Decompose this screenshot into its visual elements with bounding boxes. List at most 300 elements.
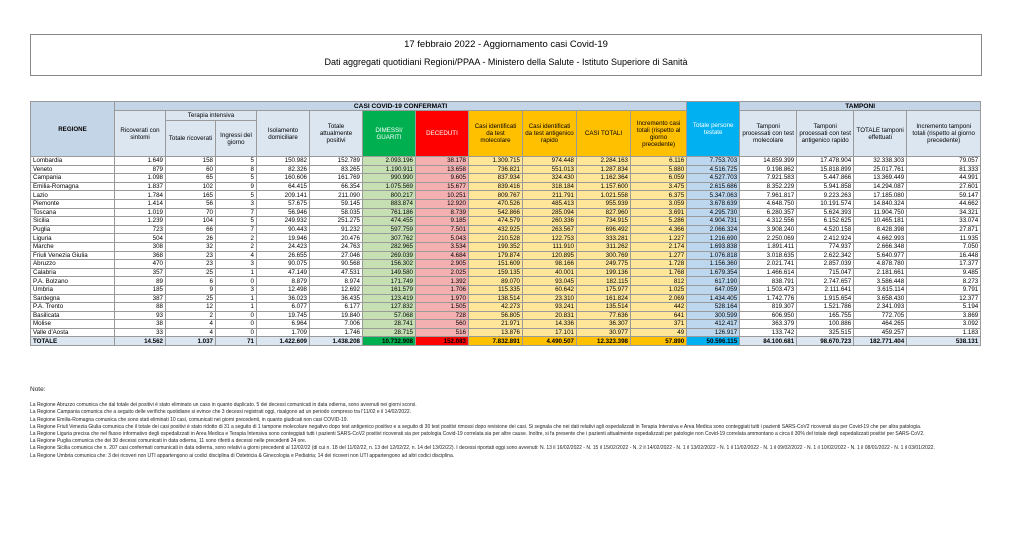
- value-cell: 1.156.360: [687, 260, 740, 269]
- value-cell: 14.562: [115, 337, 166, 346]
- value-cell: 21.971: [469, 320, 523, 329]
- value-cell: 464.265: [854, 320, 907, 329]
- value-cell: 57.675: [257, 199, 310, 208]
- value-cell: 504: [115, 234, 166, 243]
- value-cell: 800.217: [363, 191, 416, 200]
- value-cell: 3.678.639: [687, 199, 740, 208]
- value-cell: 2.066.324: [687, 225, 740, 234]
- value-cell: 179.874: [469, 251, 523, 260]
- value-cell: 98.166: [523, 260, 577, 269]
- note-line: La Regione Umbria comunica che: 3 dei ricoveri non UTI appartengono ai codici disciplina di Ostetricia & Ginecologia e Pediatria; 14 dei ricoveri non UTI appartengono ad altri codici disciplina.: [30, 452, 455, 459]
- value-cell: 8.739: [416, 208, 469, 217]
- group-tamponi: TAMPONI: [740, 102, 981, 111]
- table-body: [31, 157, 981, 346]
- region-name-cell: P.A. Trento: [31, 303, 115, 312]
- value-cell: 7.006: [310, 320, 363, 329]
- value-cell: 160.606: [257, 174, 310, 183]
- value-cell: 1.891.411: [740, 242, 797, 251]
- value-cell: 2.181.661: [854, 268, 907, 277]
- value-cell: 1.434.405: [687, 294, 740, 303]
- value-cell: 1.025: [631, 285, 687, 294]
- value-cell: 9.223.263: [797, 191, 854, 200]
- region-name-cell: Calabria: [31, 268, 115, 277]
- value-cell: 249.932: [257, 217, 310, 226]
- value-cell: 3.092: [907, 320, 981, 329]
- value-cell: 9: [216, 182, 257, 191]
- value-cell: 59.145: [310, 199, 363, 208]
- value-cell: 150.982: [257, 157, 310, 166]
- value-cell: 10.251: [416, 191, 469, 200]
- value-cell: 15.677: [416, 182, 469, 191]
- value-cell: 20.831: [523, 311, 577, 320]
- value-cell: 25.017.761: [854, 165, 907, 174]
- value-cell: 432.925: [469, 225, 523, 234]
- value-cell: 14.336: [523, 320, 577, 329]
- region-name-cell: Friuli Venezia Giulia: [31, 251, 115, 260]
- value-cell: 974.448: [523, 157, 577, 166]
- value-cell: 182.771.404: [854, 337, 907, 346]
- value-cell: 4.878.780: [854, 260, 907, 269]
- value-cell: 156.302: [363, 260, 416, 269]
- region-name-cell: Basilicata: [31, 311, 115, 320]
- value-cell: 6: [166, 277, 216, 286]
- value-cell: 3.059: [631, 199, 687, 208]
- table-row: [31, 165, 981, 174]
- value-cell: 3.908.240: [740, 225, 797, 234]
- report-header: [30, 34, 982, 76]
- value-cell: 371: [631, 320, 687, 329]
- value-cell: 13.369.449: [854, 174, 907, 183]
- value-cell: 25: [166, 294, 216, 303]
- value-cell: 474.455: [363, 217, 416, 226]
- report-title: 17 febbraio 2022 - Aggiornamento casi Covid-19: [404, 39, 608, 50]
- value-cell: 1.162.364: [577, 174, 631, 183]
- value-cell: 14.859.399: [740, 157, 797, 166]
- value-cell: 56.805: [469, 311, 523, 320]
- value-cell: 560: [416, 320, 469, 329]
- table-row: [31, 320, 981, 329]
- value-cell: 1: [216, 268, 257, 277]
- col-dimessi: DIMESSI/ GUARITI: [363, 111, 416, 157]
- value-cell: 2.069: [631, 294, 687, 303]
- value-cell: 6.116: [631, 157, 687, 166]
- covid-data-table: [30, 101, 981, 346]
- value-cell: 1.505: [416, 303, 469, 312]
- value-cell: 1.287.834: [577, 165, 631, 174]
- region-name-cell: Veneto: [31, 165, 115, 174]
- value-cell: 17.377: [907, 260, 981, 269]
- value-cell: 1.216.690: [687, 234, 740, 243]
- value-cell: 161.769: [310, 174, 363, 183]
- value-cell: 4.904.731: [687, 217, 740, 226]
- value-cell: 0: [216, 277, 257, 286]
- value-cell: 809.767: [469, 191, 523, 200]
- value-cell: 82.326: [257, 165, 310, 174]
- value-cell: 27.871: [907, 225, 981, 234]
- table-row: [31, 234, 981, 243]
- table-row: [31, 225, 981, 234]
- value-cell: 2.341.093: [854, 303, 907, 312]
- table-row: [31, 208, 981, 217]
- value-cell: 13.658: [416, 165, 469, 174]
- value-cell: 1.183: [907, 328, 981, 337]
- note-line: La Regione Friuli Venezia Giulia comunica che il totale dei casi positivi è stato ridotto di 31 a seguito di 1 tampone molecolare negativo dopo test antigenico positivo e a seguito di 30 test positivi rimossi dopo revisione dei casi. Si segnala che nei dati relativi agli ospedalizzati in Terapia Intensiva e Area Medica sono conteggiati tutti i pazienti SARS-CoV2 ricoverati sia per Covid-19 che per altra patologia.: [30, 423, 922, 430]
- value-cell: 839.416: [469, 182, 523, 191]
- value-cell: 0: [216, 311, 257, 320]
- value-cell: 1.742.776: [740, 294, 797, 303]
- value-cell: 60: [166, 165, 216, 174]
- value-cell: 57.890: [631, 337, 687, 346]
- table-row: [31, 182, 981, 191]
- region-name-cell: Marche: [31, 242, 115, 251]
- value-cell: 4.295.730: [687, 208, 740, 217]
- value-cell: 66.354: [310, 182, 363, 191]
- value-cell: 89.070: [469, 277, 523, 286]
- value-cell: 1.706: [416, 285, 469, 294]
- value-cell: 8: [216, 165, 257, 174]
- group-terapia-intensiva: Terapia intensiva: [166, 111, 257, 121]
- value-cell: 2.093.196: [363, 157, 416, 166]
- value-cell: 9.605: [416, 174, 469, 183]
- value-cell: 4.366: [631, 225, 687, 234]
- value-cell: 6.964: [257, 320, 310, 329]
- value-cell: 819.307: [740, 303, 797, 312]
- value-cell: 1.157.600: [577, 182, 631, 191]
- value-cell: 25: [166, 268, 216, 277]
- value-cell: 111.910: [523, 242, 577, 251]
- value-cell: 56: [166, 199, 216, 208]
- value-cell: 516: [416, 328, 469, 337]
- value-cell: 127.832: [363, 303, 416, 312]
- value-cell: 3.534: [416, 242, 469, 251]
- value-cell: 7.050: [907, 242, 981, 251]
- value-cell: 260.336: [523, 217, 577, 226]
- notes-title: Note:: [30, 386, 46, 393]
- value-cell: 104: [166, 217, 216, 226]
- value-cell: 199.136: [577, 268, 631, 277]
- value-cell: 5.880: [631, 165, 687, 174]
- value-cell: 4.662.993: [854, 234, 907, 243]
- value-cell: 91.232: [310, 225, 363, 234]
- value-cell: 2.111.641: [797, 285, 854, 294]
- value-cell: 1.075.569: [363, 182, 416, 191]
- value-cell: 83.265: [310, 165, 363, 174]
- value-cell: 19.946: [257, 234, 310, 243]
- value-cell: 158: [166, 157, 216, 166]
- region-name-cell: TOTALE: [31, 337, 115, 346]
- value-cell: 734.915: [577, 217, 631, 226]
- col-tamp-totale: TOTALE tamponi effettuati: [854, 111, 907, 157]
- value-cell: 1.466.614: [740, 268, 797, 277]
- value-cell: 307.762: [363, 234, 416, 243]
- region-name-cell: Piemonte: [31, 199, 115, 208]
- value-cell: 8.273: [907, 277, 981, 286]
- note-line: La Regione Emilia-Romagna comunica che sono stati eliminati 10 casi, comunicati nei giorni precedenti, in quanto giudicati non casi COVID-19.: [30, 416, 348, 423]
- value-cell: 2.615.686: [687, 182, 740, 191]
- value-cell: 211.090: [310, 191, 363, 200]
- col-isolamento: Isolamento domiciliare: [257, 111, 310, 157]
- value-cell: 12: [166, 303, 216, 312]
- region-name-cell: Valle d'Aosta: [31, 328, 115, 337]
- value-cell: 59.147: [907, 191, 981, 200]
- value-cell: 115.335: [469, 285, 523, 294]
- value-cell: 1.693.838: [687, 242, 740, 251]
- value-cell: 28.741: [363, 320, 416, 329]
- value-cell: 837.934: [469, 174, 523, 183]
- table-row: [31, 268, 981, 277]
- value-cell: 30.977: [577, 328, 631, 337]
- value-cell: 4.648.750: [740, 199, 797, 208]
- value-cell: 282.965: [363, 242, 416, 251]
- col-positivi: Totale attualmente positivi: [310, 111, 363, 157]
- value-cell: 4: [166, 328, 216, 337]
- value-cell: 152.083: [416, 337, 469, 346]
- value-cell: 14.294.087: [854, 182, 907, 191]
- value-cell: 8.352.229: [740, 182, 797, 191]
- value-cell: 7: [216, 225, 257, 234]
- table-row: [31, 328, 981, 337]
- value-cell: 3.475: [631, 182, 687, 191]
- col-ti-totale: Totale ricoverati: [166, 121, 216, 157]
- value-cell: 5.640.977: [854, 251, 907, 260]
- value-cell: 17.185.080: [854, 191, 907, 200]
- value-cell: 3.658.430: [854, 294, 907, 303]
- value-cell: 8.974: [310, 277, 363, 286]
- value-cell: 4.312.556: [740, 217, 797, 226]
- value-cell: 641: [631, 311, 687, 320]
- value-cell: 171.749: [363, 277, 416, 286]
- value-cell: 1.227: [631, 234, 687, 243]
- value-cell: 368: [115, 251, 166, 260]
- value-cell: 2: [216, 242, 257, 251]
- value-cell: 6.177: [310, 303, 363, 312]
- value-cell: 2.747.657: [797, 277, 854, 286]
- value-cell: 165: [166, 191, 216, 200]
- value-cell: 1.392: [416, 277, 469, 286]
- value-cell: 1.728: [631, 260, 687, 269]
- value-cell: 27.046: [310, 251, 363, 260]
- value-cell: 79.057: [907, 157, 981, 166]
- value-cell: 300.599: [687, 311, 740, 320]
- col-tamp-molecolare: Tamponi processati con test molecolare: [740, 111, 797, 157]
- value-cell: 5: [216, 157, 257, 166]
- col-molecolare: Casi identificati da test molecolare: [469, 111, 523, 157]
- value-cell: 20.476: [310, 234, 363, 243]
- value-cell: 120.895: [523, 251, 577, 260]
- value-cell: 2.284.163: [577, 157, 631, 166]
- value-cell: 311.262: [577, 242, 631, 251]
- value-cell: 538.131: [907, 337, 981, 346]
- value-cell: 3.018.635: [740, 251, 797, 260]
- value-cell: 9.198.862: [740, 165, 797, 174]
- value-cell: 81.333: [907, 165, 981, 174]
- value-cell: 11.935: [907, 234, 981, 243]
- value-cell: 647.059: [687, 285, 740, 294]
- value-cell: 10.732.908: [363, 337, 416, 346]
- value-cell: 5.043: [416, 234, 469, 243]
- region-name-cell: Molise: [31, 320, 115, 329]
- value-cell: 88: [115, 303, 166, 312]
- value-cell: 617.190: [687, 277, 740, 286]
- table-row: [31, 242, 981, 251]
- value-cell: 65: [166, 174, 216, 183]
- value-cell: 12.377: [907, 294, 981, 303]
- value-cell: 606.950: [740, 311, 797, 320]
- value-cell: 71: [216, 337, 257, 346]
- value-cell: 126.917: [687, 328, 740, 337]
- value-cell: 1.970: [416, 294, 469, 303]
- value-cell: 84.100.681: [740, 337, 797, 346]
- value-cell: 1.190.911: [363, 165, 416, 174]
- value-cell: 19.840: [310, 311, 363, 320]
- value-cell: 387: [115, 294, 166, 303]
- value-cell: 138.514: [469, 294, 523, 303]
- note-line: La Regione Puglia comunica che dei 30 decessi comunicati in data odierna, 11 sono riferiti a decessi nelle precedenti 24 ore.: [30, 438, 307, 445]
- value-cell: 56.946: [257, 208, 310, 217]
- value-cell: 23.310: [523, 294, 577, 303]
- value-cell: 10.465.181: [854, 217, 907, 226]
- value-cell: 3.615.114: [854, 285, 907, 294]
- value-cell: 5: [216, 174, 257, 183]
- value-cell: 64.415: [257, 182, 310, 191]
- value-cell: 89: [115, 277, 166, 286]
- region-name-cell: Sardegna: [31, 294, 115, 303]
- table-row: [31, 303, 981, 312]
- value-cell: 3: [216, 260, 257, 269]
- table-row: [31, 217, 981, 226]
- value-cell: 597.759: [363, 225, 416, 234]
- value-cell: 7.921.583: [740, 174, 797, 183]
- value-cell: 36.307: [577, 320, 631, 329]
- table-row: [31, 277, 981, 286]
- value-cell: 90.075: [257, 260, 310, 269]
- value-cell: 122.753: [523, 234, 577, 243]
- value-cell: 1.746: [310, 328, 363, 337]
- value-cell: 161.579: [363, 285, 416, 294]
- value-cell: 1.277: [631, 251, 687, 260]
- value-cell: 44.991: [907, 174, 981, 183]
- report-subtitle: Dati aggregati quotidiani Regioni/PPAA - Ministero della Salute - Istituto Superiore di Sanità: [324, 57, 688, 67]
- value-cell: 58.035: [310, 208, 363, 217]
- value-cell: 23: [166, 251, 216, 260]
- col-tamp-incremento: Incremento tamponi totali (rispetto al giorno precedente): [907, 111, 981, 157]
- value-cell: 772.705: [854, 311, 907, 320]
- value-cell: 5: [216, 217, 257, 226]
- value-cell: 269.039: [363, 251, 416, 260]
- value-cell: 6.077: [257, 303, 310, 312]
- value-cell: 38.178: [416, 157, 469, 166]
- value-cell: 182.115: [577, 277, 631, 286]
- value-cell: 470.526: [469, 199, 523, 208]
- value-cell: 5.194: [907, 303, 981, 312]
- value-cell: 57.068: [363, 311, 416, 320]
- value-cell: 66: [166, 225, 216, 234]
- value-cell: 28.715: [363, 328, 416, 337]
- value-cell: 7.753.703: [687, 157, 740, 166]
- value-cell: 47.531: [310, 268, 363, 277]
- value-cell: 135.514: [577, 303, 631, 312]
- value-cell: 7.961.817: [740, 191, 797, 200]
- value-cell: 17.478.904: [797, 157, 854, 166]
- value-cell: 5.624.393: [797, 208, 854, 217]
- value-cell: 1.521.786: [797, 303, 854, 312]
- value-cell: 33.074: [907, 217, 981, 226]
- value-cell: 3: [216, 285, 257, 294]
- value-cell: 49: [631, 328, 687, 337]
- covid-table-container: [30, 101, 980, 346]
- value-cell: 102: [166, 182, 216, 191]
- value-cell: 4.684: [416, 251, 469, 260]
- value-cell: 5.447.866: [797, 174, 854, 183]
- value-cell: 6.375: [631, 191, 687, 200]
- table-row: [31, 191, 981, 200]
- value-cell: 1.709: [257, 328, 310, 337]
- value-cell: 1.679.354: [687, 268, 740, 277]
- value-cell: 24.763: [310, 242, 363, 251]
- value-cell: 12.498: [257, 285, 310, 294]
- region-name-cell: Umbria: [31, 285, 115, 294]
- value-cell: 1.649: [115, 157, 166, 166]
- value-cell: 90.568: [310, 260, 363, 269]
- value-cell: 736.821: [469, 165, 523, 174]
- value-cell: 470: [115, 260, 166, 269]
- value-cell: 363.379: [740, 320, 797, 329]
- col-tamp-antigenico: Tamponi processati con test antigenico rapido: [797, 111, 854, 157]
- value-cell: 36.435: [310, 294, 363, 303]
- value-cell: 4.516.725: [687, 165, 740, 174]
- value-cell: 4.490.507: [523, 337, 577, 346]
- value-cell: 60.642: [523, 285, 577, 294]
- value-cell: 34.321: [907, 208, 981, 217]
- value-cell: 3: [216, 199, 257, 208]
- value-cell: 955.939: [577, 199, 631, 208]
- value-cell: 3.869: [907, 311, 981, 320]
- value-cell: 285.094: [523, 208, 577, 217]
- region-name-cell: Campania: [31, 174, 115, 183]
- value-cell: 38: [115, 320, 166, 329]
- value-cell: 723: [115, 225, 166, 234]
- col-ricoverati: Ricoverati con sintomi: [115, 111, 166, 157]
- value-cell: 2.021.741: [740, 260, 797, 269]
- value-cell: 17.101: [523, 328, 577, 337]
- region-name-cell: Lombardia: [31, 157, 115, 166]
- value-cell: 2: [216, 234, 257, 243]
- region-name-cell: Puglia: [31, 225, 115, 234]
- value-cell: 761.186: [363, 208, 416, 217]
- col-ti-ingressi: Ingressi del giorno: [216, 121, 257, 157]
- value-cell: 1.414: [115, 199, 166, 208]
- value-cell: 2.174: [631, 242, 687, 251]
- value-cell: 1.239: [115, 217, 166, 226]
- value-cell: 24.423: [257, 242, 310, 251]
- value-cell: 90.443: [257, 225, 310, 234]
- value-cell: 15.818.899: [797, 165, 854, 174]
- value-cell: 1.915.654: [797, 294, 854, 303]
- value-cell: 1.422.609: [257, 337, 310, 346]
- value-cell: 27.601: [907, 182, 981, 191]
- value-cell: 152.789: [310, 157, 363, 166]
- value-cell: 5.347.063: [687, 191, 740, 200]
- value-cell: 161.824: [577, 294, 631, 303]
- value-cell: 333.281: [577, 234, 631, 243]
- value-cell: 7.501: [416, 225, 469, 234]
- value-cell: 26.655: [257, 251, 310, 260]
- value-cell: 42.273: [469, 303, 523, 312]
- value-cell: 209.141: [257, 191, 310, 200]
- value-cell: 2.025: [416, 268, 469, 277]
- value-cell: 93.045: [523, 277, 577, 286]
- value-cell: 1: [216, 303, 257, 312]
